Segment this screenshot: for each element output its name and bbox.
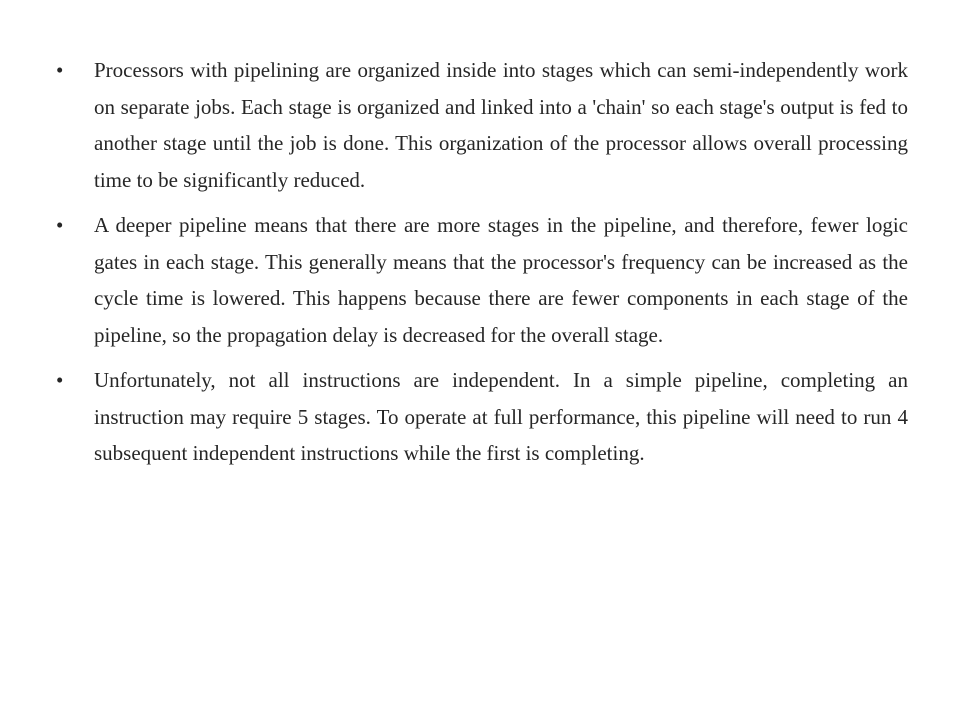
bullet-list: [56, 52, 908, 472]
bullet-marker: •: [56, 368, 64, 392]
bullet-text: A deeper pipeline means that there are more stages in the pipeline, and therefore, fewer logic gates in each stage. This generally means that the processor's frequency can be increased as the cycle time is lowered. This happens because there are fewer components in each stage of the pipeline, so the propagation delay is decreased for the overall stage.: [94, 213, 908, 347]
bullet-item-pipelining-organization: [56, 52, 908, 198]
bullet-item-deeper-pipeline: [56, 207, 908, 353]
bullet-text: Unfortunately, not all instructions are independent. In a simple pipeline, completing an instruction may require 5 stages. To operate at full performance, this pipeline will need to run 4 subsequent independent instructions while the first is completing.: [94, 368, 908, 465]
bullet-marker: •: [56, 58, 64, 82]
bullet-text: Processors with pipelining are organized inside into stages which can semi-independently work on separate jobs. Each stage is organized and linked into a 'chain' so each stage's output is fed to another stage until the job is done. This organization of the processor allows overall processing time to be significantly reduced.: [94, 58, 908, 192]
bullet-item-dependent-instructions: [56, 362, 908, 472]
bullet-marker: •: [56, 213, 64, 237]
